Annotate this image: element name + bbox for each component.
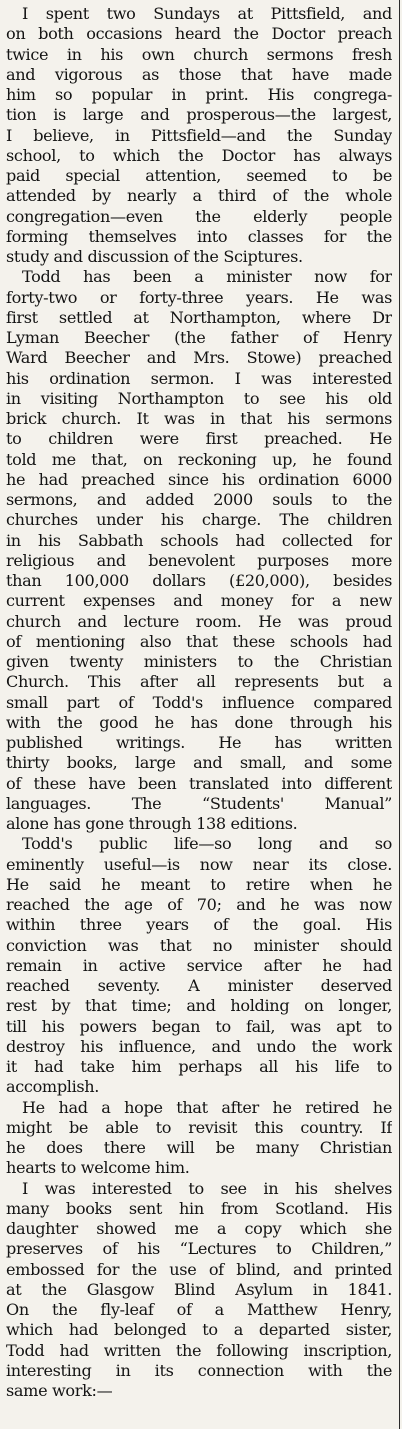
text-line: tion is large and prosperous—the largest, — [6, 105, 392, 125]
text-line: eminently useful—is now near its close. — [6, 854, 392, 874]
text-line: churches under his charge. The children — [6, 510, 392, 530]
text-line: conviction was that no minister should — [6, 935, 392, 955]
text-line: thirty books, large and small, and some — [6, 753, 392, 773]
text-line: I spent two Sundays at Pittsfield, and — [22, 4, 392, 23]
text-line: religious and benevolent purposes more — [6, 550, 392, 570]
text-line: with the good he has done through his — [6, 712, 392, 732]
text-line: published writings. He has written — [6, 733, 392, 752]
paragraph-3 — [6, 834, 392, 1097]
text-line: same work:— — [6, 1381, 113, 1400]
article-column — [6, 4, 392, 1401]
text-line: forty-two or forty-three years. He was — [6, 287, 392, 307]
text-line: given twenty ministers to the Christian — [6, 652, 392, 671]
text-line: Lyman Beecher (the father of Henry — [6, 328, 392, 347]
text-line: languages. The “Students' Manual” — [6, 793, 392, 813]
text-line: attended by nearly a third of the whole — [6, 186, 392, 206]
text-line: sermons, and added 2000 souls to the — [6, 490, 392, 509]
text-line: Todd had written the following inscription, — [6, 1340, 392, 1360]
text-line: alone has gone through 138 editions. — [6, 814, 298, 833]
text-line: daughter showed me a copy which she — [6, 1219, 392, 1238]
text-line: Church. This after all represents but a — [6, 672, 392, 692]
paragraph-4 — [6, 1098, 392, 1179]
text-line: forming themselves into classes for the — [6, 226, 392, 246]
text-line: I believe, in Pittsfield—and the Sunday — [6, 125, 392, 145]
text-line: Todd's public life—so long and so — [22, 834, 392, 854]
text-line: embossed for the use of blind, and printed — [6, 1259, 392, 1279]
text-line: his ordination sermon. I was interested — [6, 368, 392, 388]
text-line: him so popular in print. His congrega- — [6, 85, 392, 104]
text-line: he had preached since his ordination 6000 — [6, 469, 392, 489]
paragraph-5 — [6, 1179, 392, 1402]
text-line: destroy his influence, and undo the work — [6, 1036, 392, 1056]
text-line: preserves of his “Lectures to Children,” — [6, 1239, 392, 1259]
text-line: paid special attention, seemed to be — [6, 166, 392, 185]
text-line: church and lecture room. He was proud — [6, 611, 392, 631]
text-line: of mentioning also that these schools had — [6, 631, 392, 651]
text-line: Ward Beecher and Mrs. Stowe) preached — [6, 348, 392, 368]
text-line: at the Glasgow Blind Asylum in 1841. — [6, 1279, 392, 1299]
text-line: hearts to welcome him. — [6, 1158, 190, 1178]
text-line: he does there will be many Christian — [6, 1138, 392, 1157]
text-line: On the fly-leaf of a Matthew Henry, — [6, 1300, 392, 1319]
column-rule — [399, 0, 400, 1429]
text-line: He said he meant to retire when he — [6, 874, 392, 894]
text-line: reached the age of 70; and he was now — [6, 895, 392, 914]
text-line: rest by that time; and holding on longer, — [6, 996, 392, 1016]
text-line: in his Sabbath schools had collected for — [6, 530, 392, 550]
text-line: Todd has been a minister now for — [22, 267, 392, 287]
text-line: congregation—even the elderly people — [6, 206, 392, 226]
paragraph-2 — [6, 267, 392, 834]
text-line: many books sent hin from Scotland. His — [6, 1198, 392, 1218]
text-line: within three years of the goal. His — [6, 915, 392, 935]
text-line: school, to which the Doctor has always — [6, 145, 392, 165]
text-line: than 100,000 dollars (£20,000), besides — [6, 571, 392, 590]
text-line: till his powers began to fail, was apt to — [6, 1016, 392, 1036]
text-line: in visiting Northampton to see his old — [6, 388, 392, 408]
text-line: He had a hope that after he retired he — [22, 1097, 392, 1117]
text-line: accomplish. — [6, 1077, 100, 1097]
text-line: remain in active service after he had — [6, 955, 392, 975]
text-line: study and discussion of the Sciptures. — [6, 247, 303, 266]
text-line: of these have been translated into different — [6, 773, 392, 793]
text-line: which had belonged to a departed sister, — [6, 1320, 392, 1340]
text-line: on both occasions heard the Doctor preach — [6, 24, 392, 44]
text-line: and vigorous as those that have made — [6, 64, 392, 84]
text-line: told me that, on reckoning up, he found — [6, 449, 392, 469]
text-line: to children were first preached. He — [6, 429, 392, 449]
text-line: first settled at Northampton, where Dr — [6, 307, 392, 327]
text-line: interesting in its connection with the — [6, 1360, 392, 1380]
paragraph-1 — [6, 4, 392, 267]
text-line: brick church. It was in that his sermons — [6, 409, 392, 428]
text-line: might be able to revisit this country. If — [6, 1117, 392, 1137]
text-line: I was interested to see in his shelves — [22, 1178, 392, 1198]
text-line: it had take him perhaps all his life to — [6, 1057, 392, 1076]
text-line: small part of Todd's influence compared — [6, 692, 392, 712]
text-line: current expenses and money for a new — [6, 591, 392, 611]
text-line: reached seventy. A minister deserved — [6, 976, 392, 995]
text-line: twice in his own church sermons fresh — [6, 44, 392, 64]
